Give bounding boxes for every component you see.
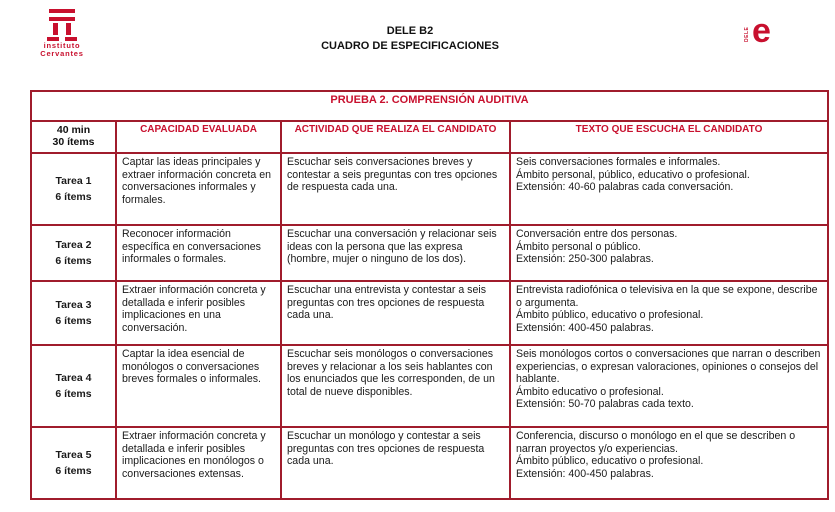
task-cell [31, 153, 116, 225]
task-name: Tarea 1 [55, 175, 92, 187]
capacidad-cell: Extraer información concreta y detallada e inferir posibles implicaciones en monólogos o conversaciones extensas. [116, 427, 281, 499]
table-row [31, 345, 828, 427]
texto-line: Seis monólogos cortos o conversaciones que narran o describen experiencias, o expresan valoraciones, opiniones o consejos del hablante. [516, 348, 821, 386]
table-header-row [31, 121, 828, 153]
table-row [31, 427, 828, 499]
task-cell [31, 281, 116, 345]
texto-line: Ámbito personal, público, educativo o profesional. [516, 168, 750, 181]
instituto-cervantes-logo [34, 8, 90, 64]
column-header-texto: TEXTO QUE ESCUCHA EL CANDIDATO [510, 121, 828, 153]
task-items: 6 ítems [55, 191, 92, 203]
task-cell [31, 225, 116, 281]
texto-line: Extensión: 50-70 palabras cada texto. [516, 398, 694, 411]
table-row [31, 281, 828, 345]
texto-line: Ámbito público, educativo o profesional. [516, 309, 704, 322]
task-name: Tarea 5 [55, 449, 92, 461]
texto-line: Entrevista radiofónica o televisiva en la que se expone, describe o argumenta. [516, 284, 818, 309]
task-name: Tarea 3 [55, 299, 92, 311]
table-row [31, 153, 828, 225]
logo-text-line2: Cervantes [40, 49, 84, 58]
task-name: Tarea 2 [55, 239, 92, 251]
task-items: 6 ítems [55, 315, 92, 327]
texto-line: Extensión: 400-450 palabras. [516, 467, 654, 480]
document-title: DELE B2 [386, 25, 434, 37]
task-items: 6 ítems [55, 255, 92, 267]
duration-time: 40 min [56, 124, 91, 136]
logo-text-line1: instituto [43, 41, 81, 50]
capacidad-cell: Captar las ideas principales y extraer información concreta en conversaciones informales y formales. [116, 153, 281, 225]
duration-cell [31, 121, 116, 153]
table-banner-row [31, 91, 828, 121]
capacidad-cell: Captar la idea esencial de monólogos o conversaciones breves formales o informales. [116, 345, 281, 427]
texto-line: Extensión: 250-300 palabras. [516, 253, 654, 266]
texto-line: Conversación entre dos personas. [516, 228, 678, 240]
task-cell [31, 427, 116, 499]
task-items: 6 ítems [55, 465, 92, 477]
task-items: 6 ítems [55, 388, 92, 400]
column-header-actividad: ACTIVIDAD QUE REALIZA EL CANDIDATO [281, 121, 510, 153]
dele-logo-tag: DELE [744, 26, 750, 42]
capacidad-cell: Extraer información concreta y detallada e inferir posibles implicaciones en una conversación. [116, 281, 281, 345]
actividad-cell: Escuchar una entrevista y contestar a seis preguntas con tres opciones de respuesta cada una. [281, 281, 510, 345]
texto-cell [510, 153, 828, 225]
texto-cell [510, 345, 828, 427]
dele-logo-letter: e [752, 12, 771, 50]
task-name: Tarea 4 [55, 372, 92, 384]
capacidad-cell: Reconocer información específica en conversaciones informales o formales. [116, 225, 281, 281]
texto-line: Ámbito público, educativo o profesional. [516, 455, 704, 468]
document-subtitle: CUADRO DE ESPECIFICACIONES [321, 40, 499, 52]
texto-line: Ámbito personal o público. [516, 240, 641, 253]
texto-line: Ámbito educativo o profesional. [516, 385, 664, 398]
texto-line: Extensión: 40-60 palabras cada conversación. [516, 181, 734, 194]
texto-cell [510, 427, 828, 499]
actividad-cell: Escuchar seis conversaciones breves y contestar a seis preguntas con tres opciones de respuesta cada una. [281, 153, 510, 225]
table-row [31, 225, 828, 281]
specification-table [30, 90, 829, 500]
column-header-capacidad: CAPACIDAD EVALUADA [116, 121, 281, 153]
texto-line: Seis conversaciones formales e informales. [516, 156, 721, 168]
texto-cell [510, 225, 828, 281]
actividad-cell: Escuchar una conversación y relacionar seis ideas con la persona que las expresa (hombre, mujer o ninguno de los dos). [281, 225, 510, 281]
actividad-cell: Escuchar seis monólogos o conversaciones breves y relacionar a los seis hablantes con los enunciados que les corresponden, de un total de nueve disponibles. [281, 345, 510, 427]
dele-logo [744, 12, 774, 50]
texto-line: Extensión: 400-450 palabras. [516, 321, 654, 334]
texto-cell [510, 281, 828, 345]
duration-items: 30 ítems [52, 136, 95, 148]
task-cell [31, 345, 116, 427]
section-title: PRUEBA 2. COMPRENSIÓN AUDITIVA [31, 91, 828, 121]
actividad-cell: Escuchar un monólogo y contestar a seis preguntas con tres opciones de respuesta cada una. [281, 427, 510, 499]
instituto-cervantes-emblem-icon [45, 8, 79, 42]
texto-line: Conferencia, discurso o monólogo en el que se describen o narran proyectos y/o experiencias. [516, 430, 796, 455]
